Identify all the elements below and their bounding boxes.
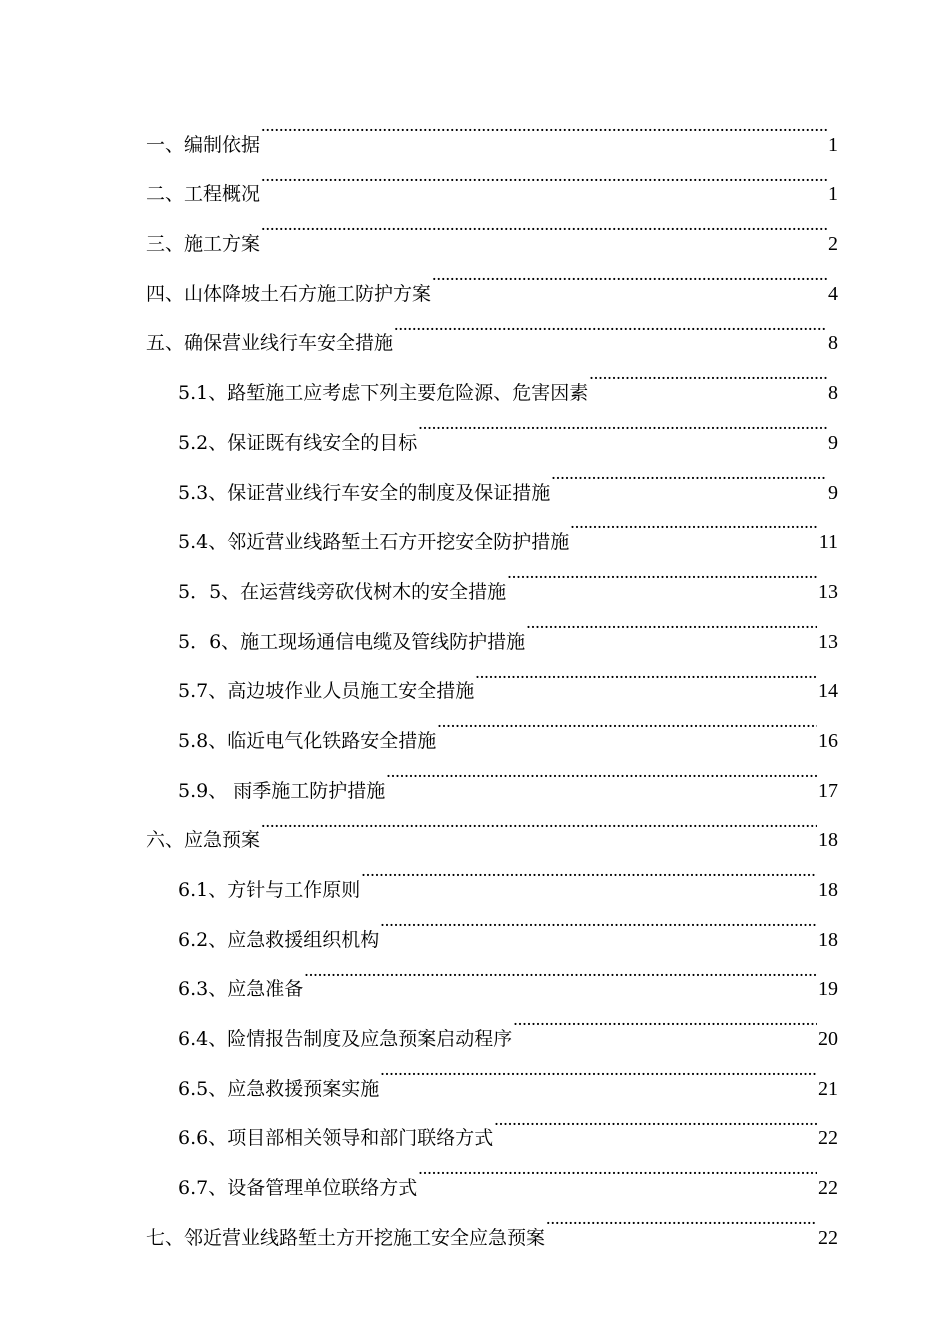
toc-dot-leader <box>261 151 827 201</box>
toc-entry-title: 二、工程概况 <box>146 183 261 206</box>
toc-dot-leader <box>418 1144 817 1194</box>
toc-dot-leader <box>570 499 818 549</box>
toc-entry-title: 5.8、临近电气化铁路安全措施 <box>178 729 437 752</box>
toc-entry-page-number: 8 <box>828 332 838 355</box>
toc-entry-title: 6.1、方针与工作原则 <box>178 879 361 901</box>
toc-dot-leader <box>432 250 827 300</box>
toc-entry-title: 一、编制依据 <box>146 133 261 156</box>
toc-dot-leader <box>380 896 817 946</box>
toc-entry-page-number: 11 <box>818 531 838 554</box>
toc-entry-title: 5．6、施工现场通信电缆及管线防护措施 <box>178 630 526 653</box>
toc-entry-title: 5.1、路堑施工应考虑下列主要危险源、危害因素 <box>178 382 589 405</box>
toc-entry-title: 6.2、应急救援组织机构 <box>178 928 380 951</box>
toc-dot-leader <box>513 995 817 1045</box>
toc-entry-title: 四、山体降坡土石方施工防护方案 <box>146 282 432 305</box>
toc-entry-title: 6.7、设备管理单位联络方式 <box>178 1177 418 1200</box>
toc-entry-page-number: 22 <box>818 1177 838 1200</box>
toc-entry-title: 6.5、应急救援预案实施 <box>178 1077 380 1100</box>
toc-entry-page-number: 20 <box>818 1028 838 1051</box>
toc-entry-page-number: 18 <box>818 879 838 901</box>
toc-entry-page-number: 22 <box>818 1226 838 1249</box>
toc-dot-leader <box>394 300 827 350</box>
toc-dot-leader <box>507 548 817 598</box>
toc-entry-page-number: 13 <box>818 580 838 603</box>
toc-entry-page-number: 1 <box>828 183 838 206</box>
toc-entry-title: 三、施工方案 <box>146 233 261 256</box>
toc-entry-page-number: 16 <box>818 729 838 752</box>
toc-entry-page-number: 9 <box>828 431 838 454</box>
toc-dot-leader <box>551 449 827 499</box>
toc-dot-leader <box>261 797 817 847</box>
toc-dot-leader <box>475 648 817 698</box>
toc-entry-title: 5.7、高边坡作业人员施工安全措施 <box>178 680 475 703</box>
toc-dot-leader <box>418 399 827 449</box>
toc-entry-title: 6.4、险情报告制度及应急预案启动程序 <box>178 1028 513 1051</box>
toc-dot-leader <box>361 846 817 896</box>
toc-dot-leader <box>526 598 817 648</box>
toc-entry-title: 6.3、应急准备 <box>178 978 304 1001</box>
toc-entry-title: 5．5、在运营线旁砍伐树木的安全措施 <box>178 580 507 603</box>
toc-dot-leader <box>380 1045 817 1095</box>
toc-entry-title: 6.6、项目部相关领导和部门联络方式 <box>178 1127 494 1150</box>
toc-dot-leader <box>386 747 817 797</box>
toc-dot-leader <box>494 1095 817 1145</box>
toc-entry-page-number: 19 <box>818 978 838 1001</box>
table-of-contents <box>146 101 838 1249</box>
toc-entry-title: 5.4、邻近营业线路堑土石方开挖安全防护措施 <box>178 531 570 554</box>
toc-entry-page-number: 21 <box>818 1077 838 1100</box>
toc-dot-leader <box>589 349 827 399</box>
toc-dot-leader <box>437 697 817 747</box>
toc-entry-page-number: 2 <box>828 233 838 256</box>
toc-dot-leader <box>261 200 827 250</box>
toc-entry-title: 5.2、保证既有线安全的目标 <box>178 431 418 454</box>
toc-entry-page-number: 18 <box>818 928 838 951</box>
toc-entry-title: 七、邻近营业线路堑土方开挖施工安全应急预案 <box>146 1226 546 1249</box>
toc-entry-title: 六、应急预案 <box>146 829 261 852</box>
toc-entry-page-number: 14 <box>818 680 838 703</box>
toc-dot-leader <box>546 1194 817 1244</box>
toc-dot-leader <box>261 101 827 151</box>
toc-entry-title: 5.9、 雨季施工防护措施 <box>178 779 386 802</box>
toc-entry-page-number: 1 <box>828 133 838 156</box>
toc-entry-page-number: 18 <box>818 829 838 852</box>
toc-entry-page-number: 8 <box>828 382 838 405</box>
toc-entry-page-number: 13 <box>818 630 838 653</box>
toc-entry-page-number: 22 <box>818 1127 838 1150</box>
toc-entry-page-number: 9 <box>828 481 838 504</box>
toc-entry[interactable] <box>146 101 838 156</box>
toc-entry-title: 五、确保营业线行车安全措施 <box>146 332 394 355</box>
toc-entry-page-number: 4 <box>828 282 838 305</box>
toc-entry-page-number: 17 <box>818 779 838 802</box>
toc-dot-leader <box>304 946 817 996</box>
toc-entry-title: 5.3、保证营业线行车安全的制度及保证措施 <box>178 481 551 504</box>
